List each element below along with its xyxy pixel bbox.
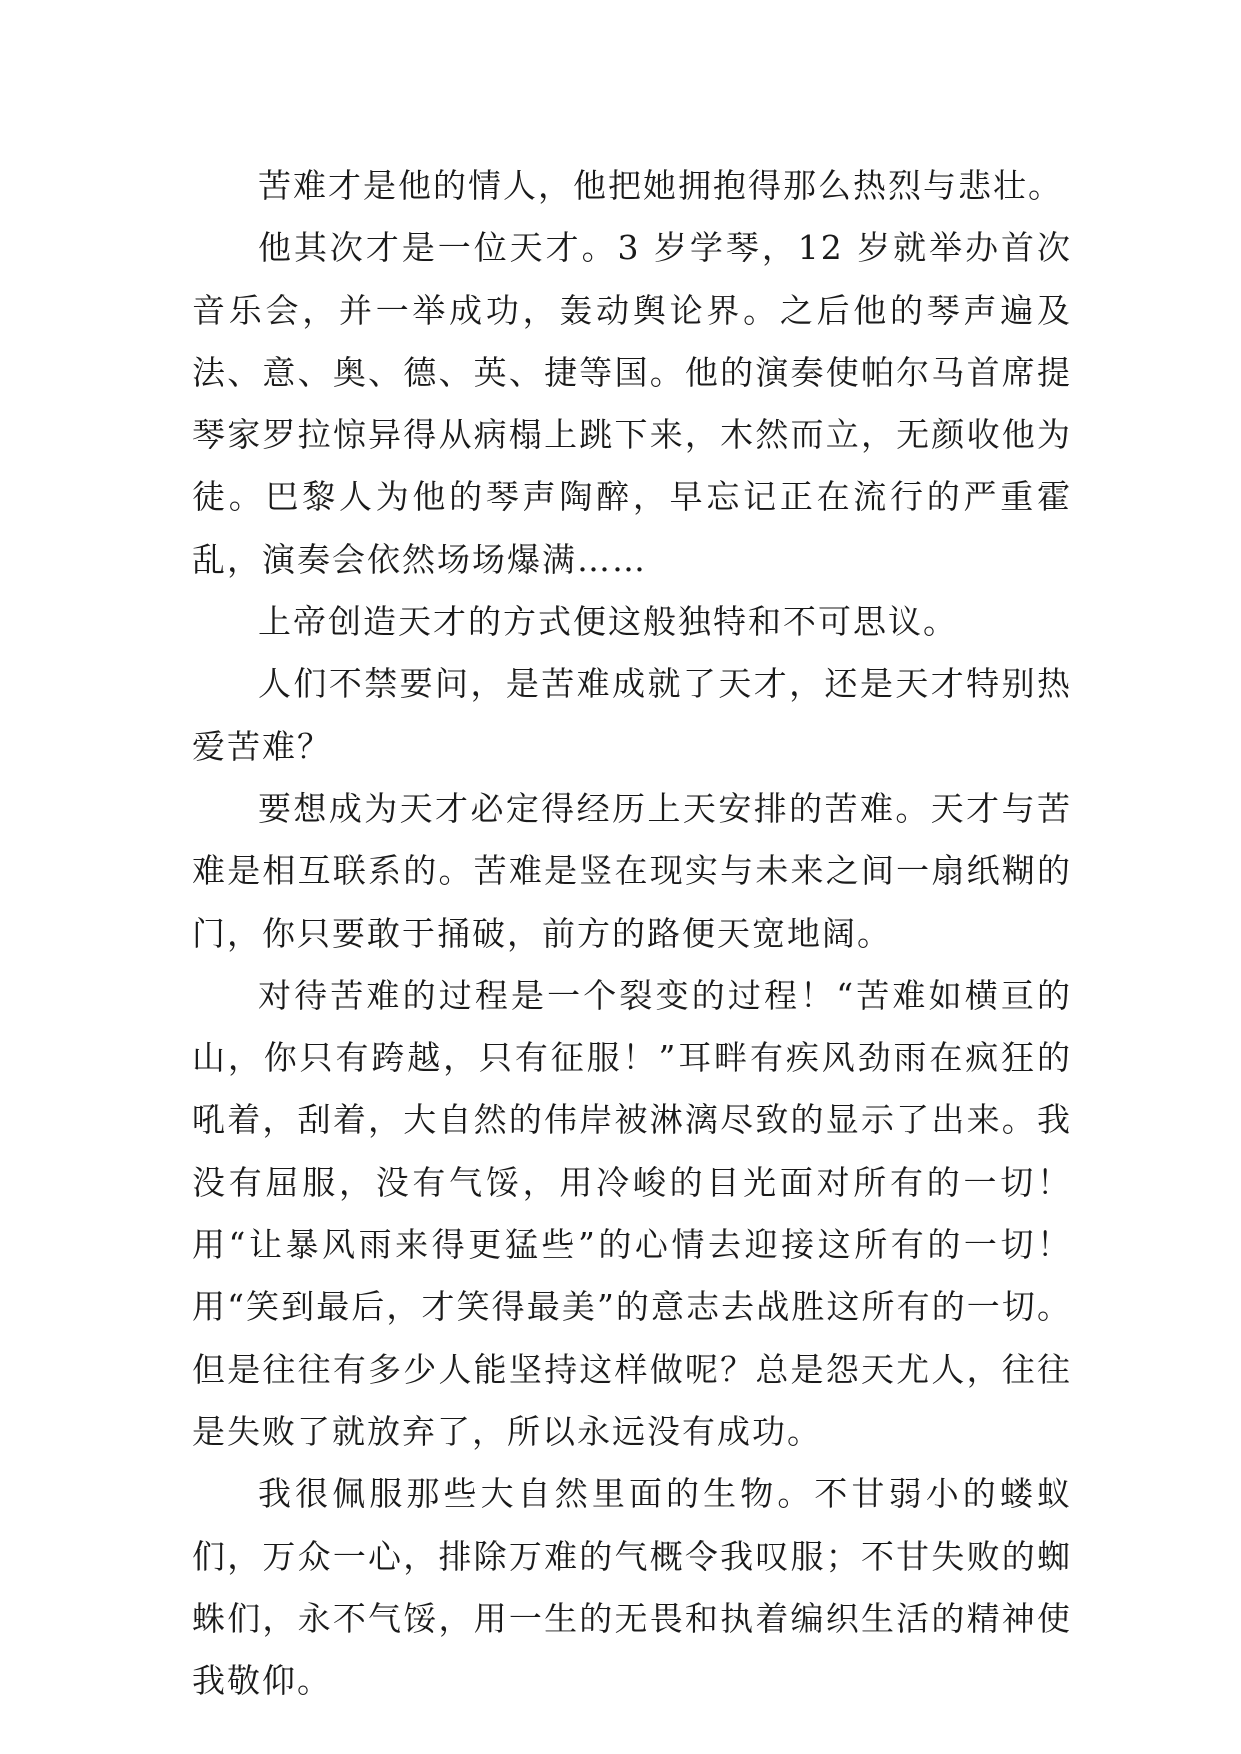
paragraph-3: 上帝创造天才的方式便这般独特和不可思议。	[258, 602, 958, 642]
paragraph-5: 要想成为天才必定得经历上天安排的苦难。天才与苦难是相互联系的。苦难是竖在现实与未来之间一扇纸糊的门，你只要敢于捅破，前方的路便天宽地阔。	[192, 788, 1072, 953]
paragraph-6: 对待苦难的过程是一个裂变的过程！“苦难如横亘的山，你只有跨越，只有征服！”耳畔有疾风劲雨在疯狂的吼着，刮着，大自然的伟岸被淋漓尽致的显示了出来。我没有屈服，没有气馁，用冷峻的目光面对所有的一切！用“让暴风雨来得更猛些”的心情去迎接这所有的一切！用“笑到最后，才笑得最美”的意志去战胜这所有的一切。但是往往有多少人能坚持这样做呢？总是怨天尤人，往往是失败了就放弃了，所以永远没有成功。	[192, 975, 1072, 1451]
paragraph-2: 他其次才是一位天才。3 岁学琴，12 岁就举办首次音乐会，并一举成功，轰动舆论界。之后他的琴声遍及法、意、奥、德、英、捷等国。他的演奏使帕尔马首席提琴家罗拉惊异得从病榻上跳下来，木然而立，无颜收他为徒。巴黎人为他的琴声陶醉，早忘记正在流行的严重霍乱，演奏会依然场场爆满……	[192, 228, 1072, 579]
document-body	[192, 155, 1072, 1712]
paragraph-1: 苦难才是他的情人，他把她拥抱得那么热烈与悲壮。	[258, 166, 1063, 205]
paragraph-7: 我很佩服那些大自然里面的生物。不甘弱小的蝼蚁们，万众一心，排除万难的气概令我叹服；不甘失败的蜘蛛们，永不气馁，用一生的无畏和执着编织生活的精神使我敬仰。	[192, 1474, 1072, 1701]
paragraph-4: 人们不禁要问，是苦难成就了天才，还是天才特别热爱苦难？	[192, 664, 1072, 766]
